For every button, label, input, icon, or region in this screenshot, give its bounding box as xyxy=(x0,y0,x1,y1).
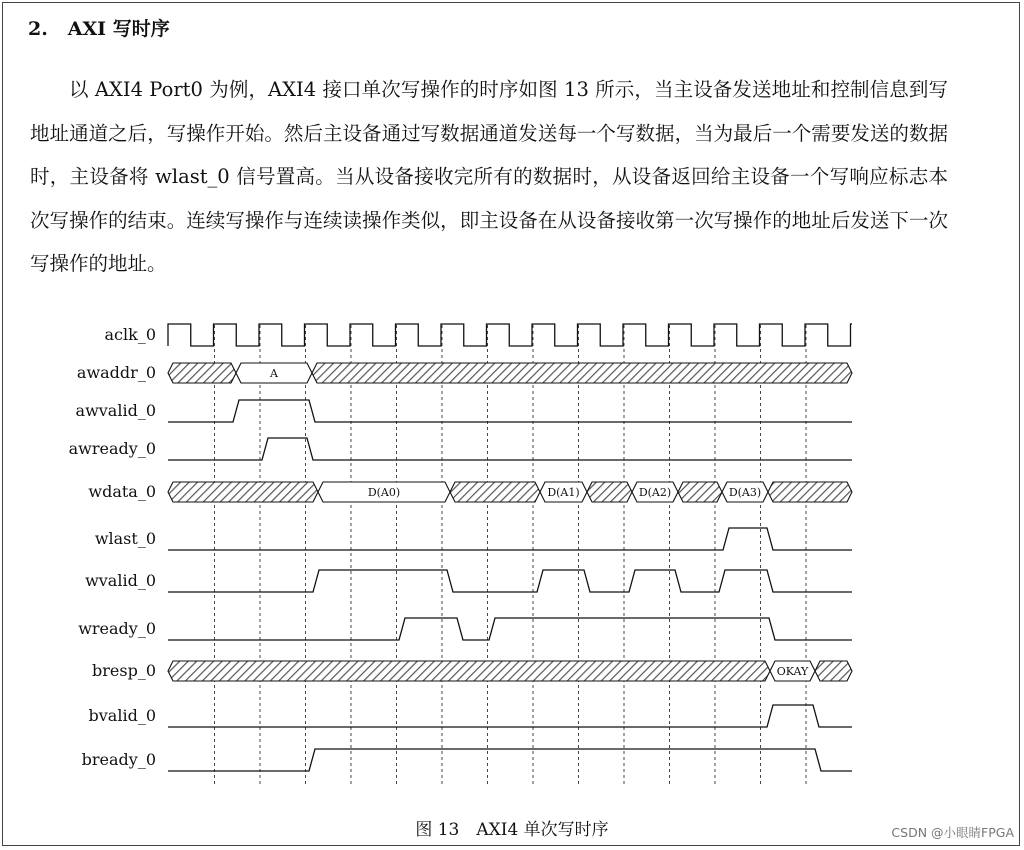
signal-label-bready_0: bready_0 xyxy=(81,750,156,769)
wdata-seg xyxy=(168,482,318,502)
signal-labels xyxy=(69,325,156,769)
wdata-seg xyxy=(450,482,540,502)
paragraph-text: 以 AXI4 Port0 为例，AXI4 接口单次写操作的时序如图 13 所示，当主设备发送地址和控制信息到写地址通道之后，写操作开始。然后主设备通过写数据通道发送每一个写数据，当为最后一个需要发送的数据时，主设备将 wlast_0 信号置高。当从设备接收完所有的数据时，从设备返回给主设备一个写响应标志本次写操作的结束。连续写操作与连续读操作类似，即主设备在从设备接收第一次写操作的地址后发送下一次写操作的地址。 xyxy=(30,78,948,275)
wvalid-wave xyxy=(168,570,852,592)
signal-label-wvalid_0: wvalid_0 xyxy=(85,571,156,590)
timing-grid xyxy=(215,325,807,785)
signal-label-bvalid_0: bvalid_0 xyxy=(88,706,156,725)
signal-label-awvalid_0: awvalid_0 xyxy=(75,401,156,420)
figure-caption: 图 13 AXI4 单次写时序 xyxy=(415,820,609,840)
wlast-wave xyxy=(168,528,852,550)
signal-label-awaddr_0: awaddr_0 xyxy=(76,363,156,382)
watermark: CSDN @小眼睛FPGA xyxy=(891,825,1014,840)
awvalid-wave xyxy=(168,400,852,422)
awaddr-seg xyxy=(168,363,236,383)
signal-label-awready_0: awready_0 xyxy=(68,439,156,458)
timing-diagram xyxy=(0,300,1024,800)
wdata-value: D(A0) xyxy=(367,486,401,499)
wdata-seg xyxy=(678,482,722,502)
wdata-value: D(A1) xyxy=(547,486,580,499)
bresp-seg xyxy=(168,661,770,681)
awready-wave xyxy=(168,438,852,460)
signal-label-wdata_0: wdata_0 xyxy=(88,482,156,501)
signal-label-wlast_0: wlast_0 xyxy=(94,529,156,548)
section-number: 2. xyxy=(28,18,48,40)
waveforms xyxy=(168,324,852,771)
section-heading xyxy=(28,14,170,41)
body-paragraph xyxy=(30,68,948,286)
bresp-seg xyxy=(815,661,852,681)
wready-wave xyxy=(168,618,852,640)
bready-wave xyxy=(168,749,852,771)
bresp-value: OKAY xyxy=(776,665,809,678)
wdata-seg xyxy=(768,482,852,502)
aclk-wave xyxy=(168,324,852,346)
signal-label-bresp_0: bresp_0 xyxy=(92,661,156,680)
awaddr-seg xyxy=(312,363,852,383)
wdata-value: D(A3) xyxy=(728,486,762,499)
section-title: AXI 写时序 xyxy=(67,18,170,40)
bvalid-wave xyxy=(168,705,852,727)
wdata-value: D(A2) xyxy=(638,486,672,499)
signal-label-wready_0: wready_0 xyxy=(78,619,156,638)
awaddr-value: A xyxy=(270,367,278,380)
signal-label-aclk_0: aclk_0 xyxy=(104,325,156,344)
wdata-seg xyxy=(587,482,632,502)
